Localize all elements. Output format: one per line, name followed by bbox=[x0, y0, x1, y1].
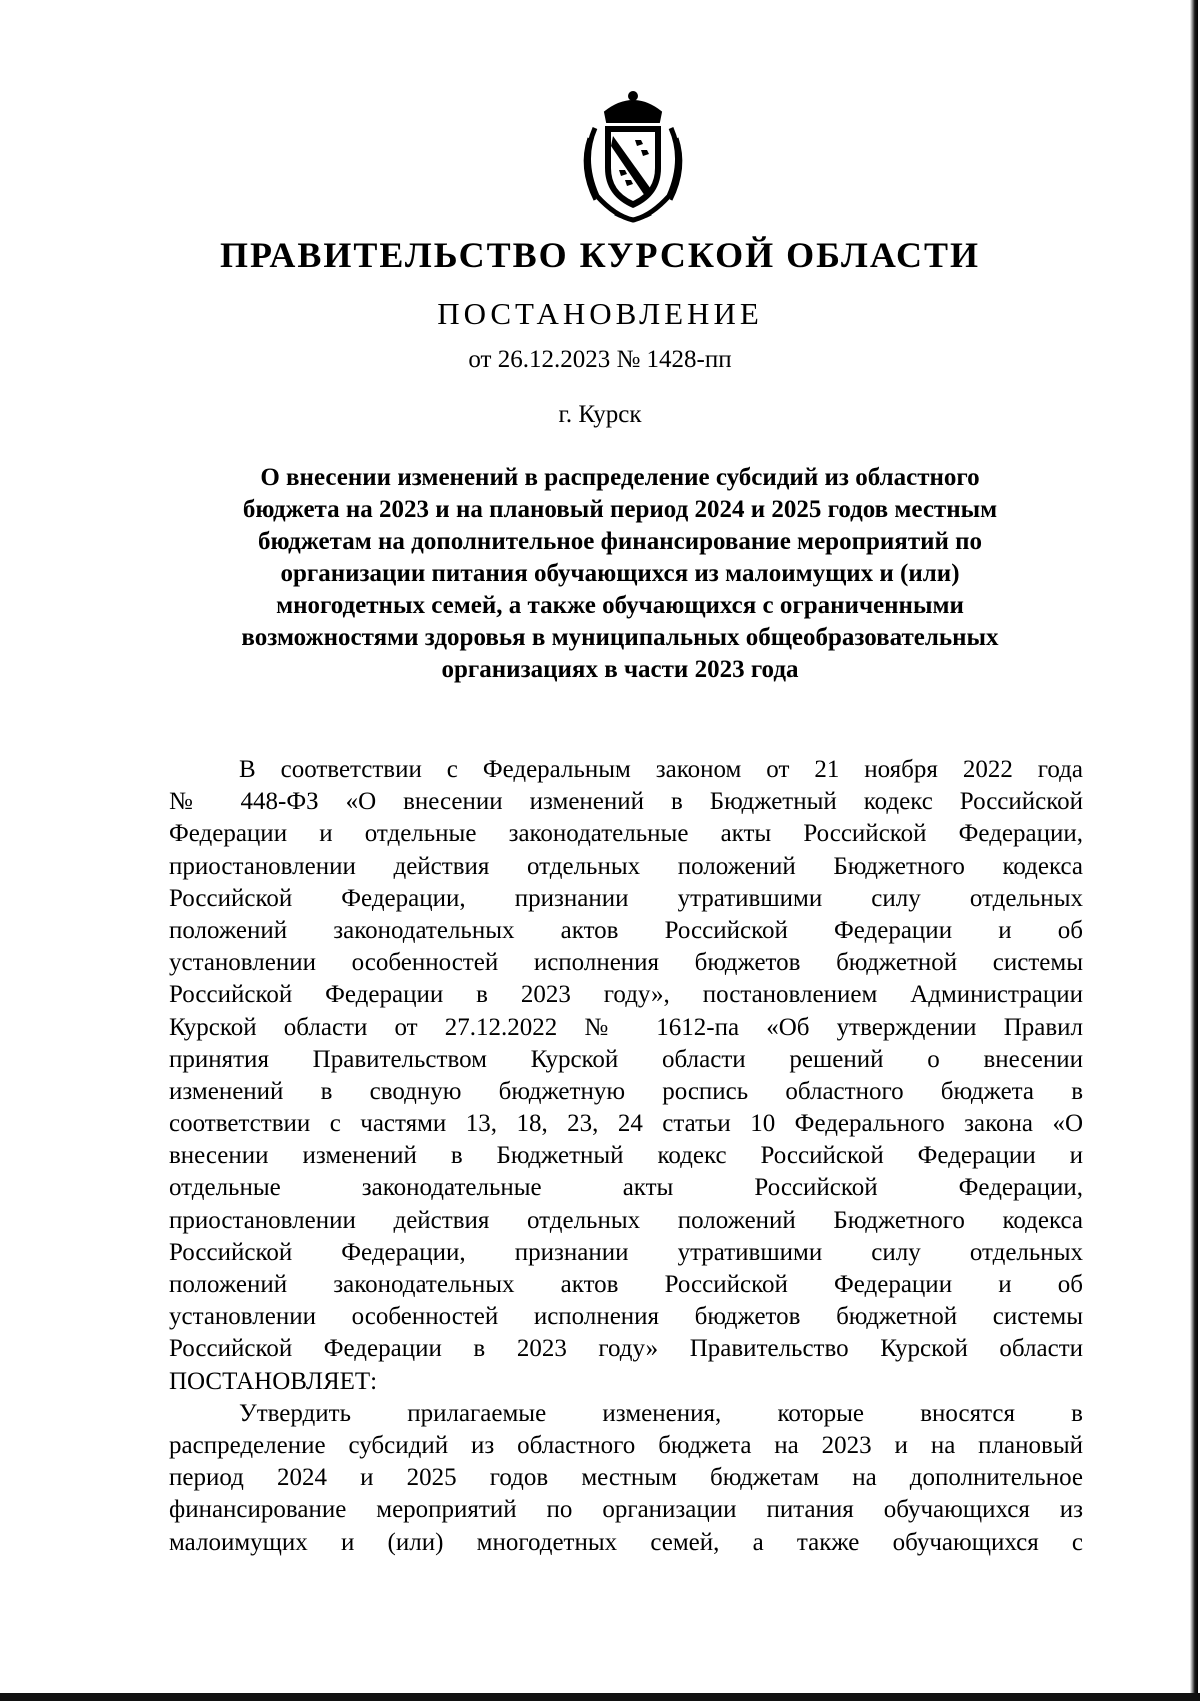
title-line: организации питания обучающихся из малоимущих и (или) bbox=[280, 560, 960, 587]
document-title bbox=[180, 462, 1060, 686]
document-type: ПОСТАНОВЛЕНИЕ bbox=[437, 296, 763, 331]
body-line: положений законодательных актов Российской Федерации и об bbox=[169, 916, 1083, 944]
body-line: финансирование мероприятий по организации питания обучающихся из bbox=[169, 1496, 1083, 1524]
body-line: Российской Федерации в 2023 году», постановлением Администрации bbox=[169, 981, 1083, 1009]
body-line: № 448-ФЗ «О внесении изменений в Бюджетный кодекс Российской bbox=[169, 788, 1083, 816]
title-line: многодетных семей, а также обучающихся с ограниченными bbox=[276, 592, 964, 619]
title-line: возможностями здоровья в муниципальных общеобразовательных bbox=[241, 624, 999, 651]
title-line: организациях в части 2023 года bbox=[441, 656, 799, 683]
document-body bbox=[169, 754, 1083, 1559]
title-line: бюджетам на дополнительное финансирование мероприятий по bbox=[257, 528, 983, 555]
body-line: Федерации и отдельные законодательные акты Российской Федерации, bbox=[169, 820, 1083, 848]
kursk-coat-of-arms-icon bbox=[575, 88, 691, 224]
document-city: г. Курск bbox=[558, 401, 642, 428]
body-line: малоимущих и (или) многодетных семей, а также обучающихся с bbox=[169, 1528, 1083, 1556]
government-title: ПРАВИТЕЛЬСТВО КУРСКОЙ ОБЛАСТИ bbox=[219, 235, 981, 275]
body-line: установлении особенностей исполнения бюджетов бюджетной системы bbox=[169, 1303, 1083, 1331]
body-line: ПОСТАНОВЛЯЕТ: bbox=[169, 1367, 378, 1395]
body-line: внесении изменений в Бюджетный кодекс Российской Федерации и bbox=[169, 1142, 1083, 1170]
body-line: отдельные законодательные акты Российской Федерации, bbox=[169, 1174, 1083, 1202]
scan-border-bottom bbox=[0, 1693, 1200, 1701]
document-number-date: от 26.12.2023 № 1428-пп bbox=[468, 346, 732, 373]
body-line: Утвердить прилагаемые изменения, которые вносятся в bbox=[239, 1399, 1083, 1427]
body-line: Российской Федерации, признании утратившими силу отдельных bbox=[169, 1238, 1083, 1266]
body-line: период 2024 и 2025 годов местным бюджетам на дополнительное bbox=[169, 1464, 1083, 1492]
body-line: изменений в сводную бюджетную роспись областного бюджета в bbox=[169, 1077, 1083, 1105]
body-line: В соответствии с Федеральным законом от 21 ноября 2022 года bbox=[239, 756, 1083, 783]
body-line: принятия Правительством Курской области решений о внесении bbox=[169, 1045, 1083, 1073]
body-line: Российской Федерации в 2023 году» Правительство Курской области bbox=[169, 1335, 1083, 1363]
body-line: распределение субсидий из областного бюджета на 2023 и на плановый bbox=[169, 1431, 1083, 1459]
title-line: бюджета на 2023 и на плановый период 2024 и 2025 годов местным bbox=[242, 496, 998, 523]
title-line: О внесении изменений в распределение субсидий из областного bbox=[260, 464, 980, 491]
body-line: Курской области от 27.12.2022 № 1612-па «Об утверждении Правил bbox=[169, 1013, 1083, 1041]
body-line: Российской Федерации, признании утратившими силу отдельных bbox=[169, 884, 1083, 912]
body-line: положений законодательных актов Российской Федерации и об bbox=[169, 1271, 1083, 1298]
body-line: соответствии с частями 13, 18, 23, 24 статьи 10 Федерального закона «О bbox=[169, 1110, 1083, 1138]
body-line: установлении особенностей исполнения бюджетов бюджетной системы bbox=[169, 949, 1083, 977]
body-line: приостановлении действия отдельных положений Бюджетного кодекса bbox=[169, 1206, 1083, 1234]
body-line: приостановлении действия отдельных положений Бюджетного кодекса bbox=[169, 852, 1083, 880]
